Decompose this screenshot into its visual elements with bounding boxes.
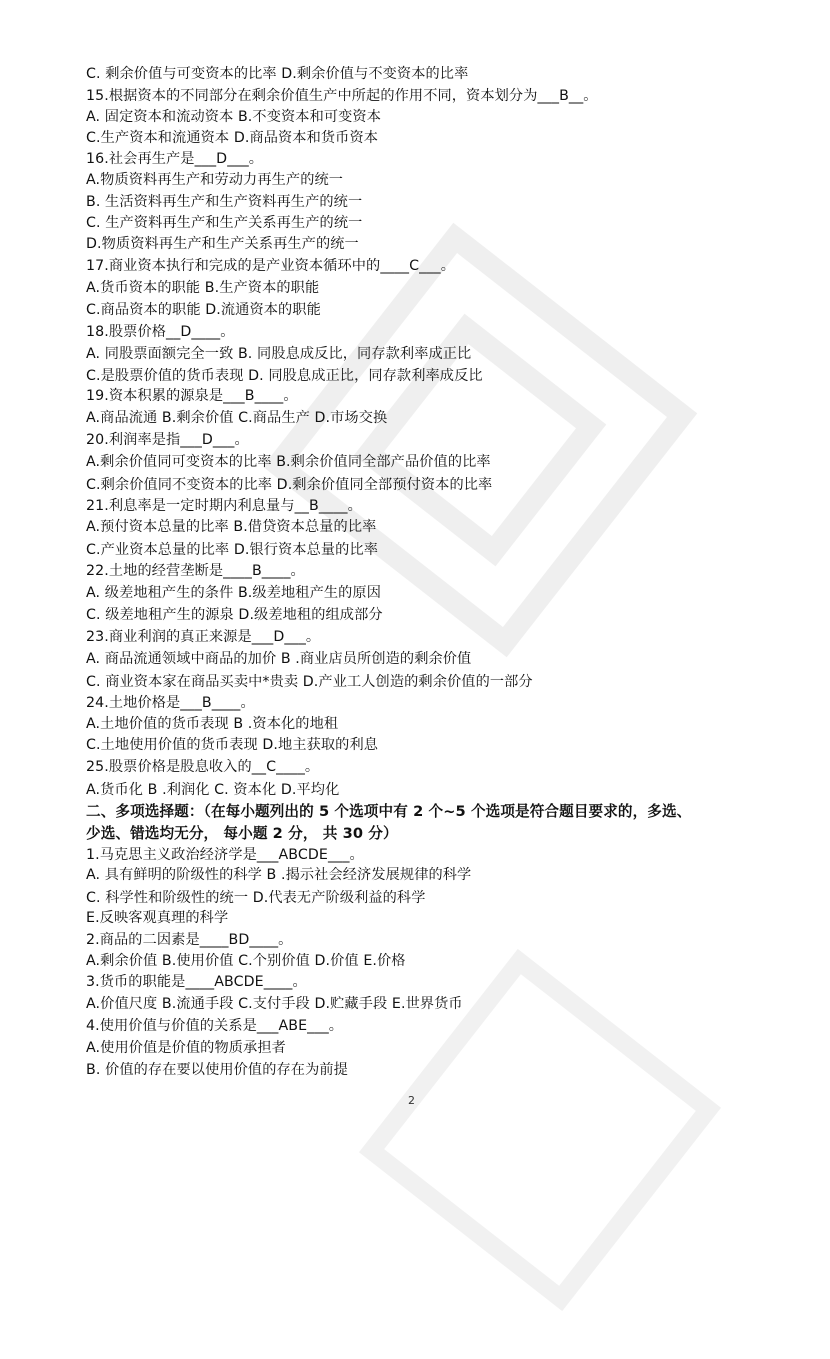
question-18: 18.股票价格__D____。 bbox=[86, 324, 235, 340]
text-line: C.土地使用价值的货币表现 D.地主获取的利息 bbox=[86, 737, 379, 753]
text-line: A. 同股票面额完全一致 B. 同股息成反比，同存款利率成正比 bbox=[86, 346, 472, 362]
text-line: A. 商品流通领域中商品的加价 B .商业店员所创造的剩余价值 bbox=[86, 651, 472, 667]
question-16: 16.社会再生产是___D___。 bbox=[86, 151, 264, 167]
text-line: A.价值尺度 B.流通手段 C.支付手段 D.贮藏手段 E.世界货币 bbox=[86, 996, 463, 1012]
text-line: A. 固定资本和流动资本 B.不变资本和可变资本 bbox=[86, 109, 382, 125]
text-line: A.剩余价值 B.使用价值 C.个别价值 D.价值 E.价格 bbox=[86, 953, 406, 969]
text-line: B. 生活资料再生产和生产资料再生产的统一 bbox=[86, 194, 363, 210]
text-line: A. 具有鲜明的阶级性的科学 B .揭示社会经济发展规律的科学 bbox=[86, 867, 472, 883]
text-line: C.剩余价值同不变资本的比率 D.剩余价值同全部预付资本的比率 bbox=[86, 477, 493, 493]
question-22: 22.土地的经营垄断是____B____。 bbox=[86, 563, 305, 579]
text-line: C.商品资本的职能 D.流通资本的职能 bbox=[86, 302, 321, 318]
multi-question-2: 2.商品的二因素是____BD____。 bbox=[86, 932, 293, 948]
text-line: C. 剩余价值与可变资本的比率 D.剩余价值与不变资本的比率 bbox=[86, 66, 469, 82]
question-15: 15.根据资本的不同部分在剩余价值生产中所起的作用不同，资本划分为___B__。 bbox=[86, 88, 598, 104]
text-line: A. 级差地租产生的条件 B.级差地租产生的原因 bbox=[86, 585, 382, 601]
question-24: 24.土地价格是___B____。 bbox=[86, 695, 255, 711]
text-line: A.剩余价值同可变资本的比率 B.剩余价值同全部产品价值的比率 bbox=[86, 454, 491, 470]
question-19: 19.资本积累的源泉是___B____。 bbox=[86, 388, 298, 404]
multi-question-4: 4.使用价值与价值的关系是___ABE___。 bbox=[86, 1018, 344, 1034]
question-21: 21.利息率是一定时期内利息量与__B____。 bbox=[86, 498, 362, 514]
text-line: A.货币化 B .利润化 C. 资本化 D.平均化 bbox=[86, 782, 340, 798]
question-25: 25.股票价格是股息收入的__C____。 bbox=[86, 759, 320, 775]
question-17: 17.商业资本执行和完成的是产业资本循环中的____C___。 bbox=[86, 258, 455, 274]
text-line: C. 级差地租产生的源泉 D.级差地租的组成部分 bbox=[86, 607, 383, 623]
text-line: C. 科学性和阶级性的统一 D.代表无产阶级利益的科学 bbox=[86, 890, 426, 906]
page-number: 2 bbox=[408, 1094, 415, 1107]
text-line: A.使用价值是价值的物质承担者 bbox=[86, 1040, 286, 1056]
text-line: A.预付资本总量的比率 B.借贷资本总量的比率 bbox=[86, 519, 377, 535]
text-line: A.物质资料再生产和劳动力再生产的统一 bbox=[86, 172, 344, 188]
text-line: D.物质资料再生产和生产关系再生产的统一 bbox=[86, 236, 359, 252]
text-line: C. 商业资本家在商品买卖中*贵卖 D.产业工人创造的剩余价值的一部分 bbox=[86, 674, 533, 690]
text-line: C.生产资本和流通资本 D.商品资本和货币资本 bbox=[86, 130, 379, 146]
text-line: E.反映客观真理的科学 bbox=[86, 910, 229, 926]
text-line: B. 价值的存在要以使用价值的存在为前提 bbox=[86, 1062, 348, 1078]
text-line: A.商品流通 B.剩余价值 C.商品生产 D.市场交换 bbox=[86, 410, 388, 426]
text-line: C. 生产资料再生产和生产关系再生产的统一 bbox=[86, 215, 363, 231]
multi-question-3: 3.货币的职能是____ABCDE____。 bbox=[86, 974, 307, 990]
text-line: A.货币资本的职能 B.生产资本的职能 bbox=[86, 280, 320, 296]
section-heading-cont: 少选、错选均无分， 每小题 2 分， 共 30 分） bbox=[86, 825, 398, 842]
question-20: 20.利润率是指___D___。 bbox=[86, 432, 249, 448]
text-line: A.土地价值的货币表现 B .资本化的地租 bbox=[86, 716, 339, 732]
section-heading: 二、多项选择题：（在每小题列出的 5 个选项中有 2 个~5 个选项是符合题目要求的，多选、 bbox=[86, 803, 692, 820]
text-line: C.是股票价值的货币表现 D. 同股息成正比，同存款利率成反比 bbox=[86, 368, 483, 384]
question-23: 23.商业利润的真正来源是___D___。 bbox=[86, 629, 321, 645]
multi-question-1: 1.马克思主义政治经济学是___ABCDE___。 bbox=[86, 847, 364, 863]
text-line: C.产业资本总量的比率 D.银行资本总量的比率 bbox=[86, 542, 379, 558]
